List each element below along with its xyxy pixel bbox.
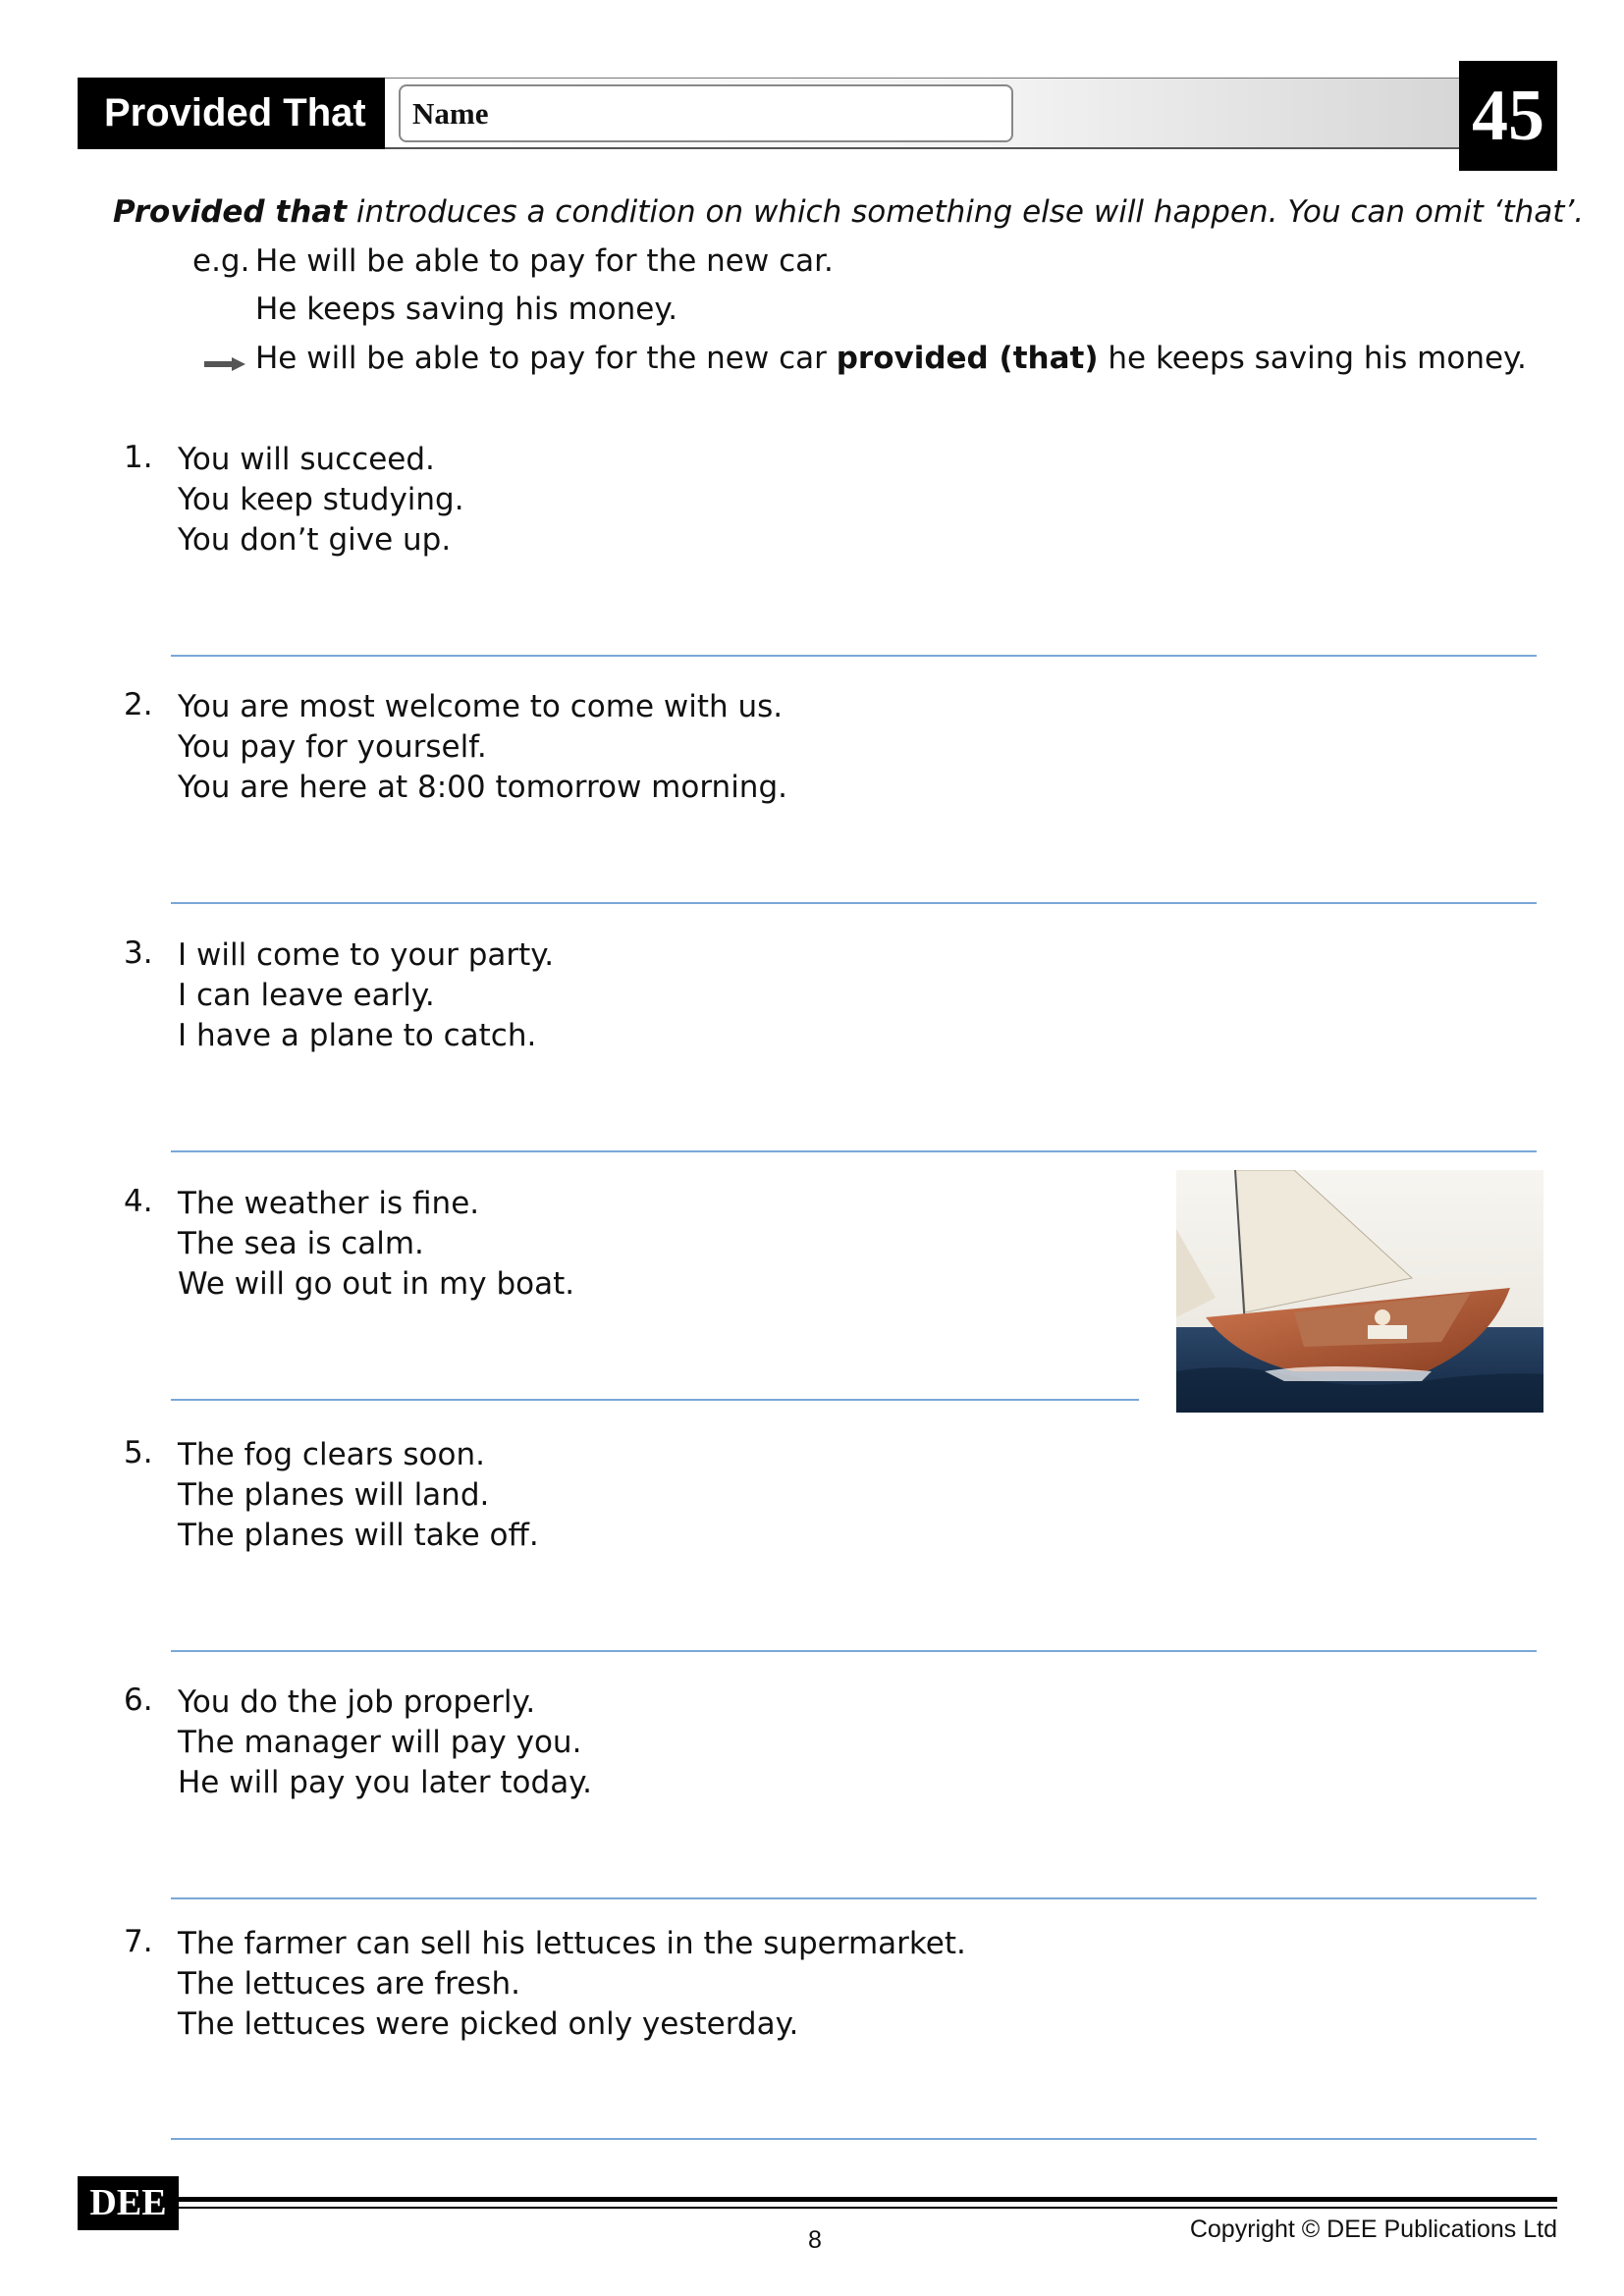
example-sentence-2: He keeps saving his money.: [255, 292, 678, 327]
footer-rule-thin: [179, 2207, 1557, 2209]
example-answer-part1: He will be able to pay for the new car: [255, 341, 837, 376]
item-sentences: [178, 935, 554, 1056]
item-sentence: I can leave early.: [178, 978, 435, 1013]
item-sentences: [178, 1184, 574, 1305]
item-sentence: He will pay you later today.: [178, 1765, 592, 1800]
item-number: 4.: [124, 1184, 153, 1219]
answer-line[interactable]: [171, 1150, 1537, 1152]
answer-line[interactable]: [171, 902, 1537, 904]
item-sentence: The lettuces are fresh.: [178, 1966, 520, 2002]
item-sentence: The weather is fine.: [178, 1186, 480, 1221]
item-sentence: You are most welcome to come with us.: [178, 689, 784, 724]
item-sentence: You don’t give up.: [178, 522, 452, 558]
copyright-notice: Copyright © DEE Publications Ltd: [1189, 2216, 1557, 2243]
item-sentence: The sea is calm.: [178, 1226, 424, 1261]
item-sentence: I will come to your party.: [178, 937, 555, 973]
page-number: 8: [808, 2226, 822, 2254]
item-number: 2.: [124, 687, 153, 722]
item-sentences: [178, 440, 464, 561]
answer-line[interactable]: [171, 1897, 1537, 1899]
example-answer-keyword: provided (that): [836, 341, 1099, 376]
example-combined-sentence: [255, 341, 1527, 376]
item-sentence: The manager will pay you.: [178, 1725, 582, 1760]
arrow-right-icon: [204, 357, 245, 371]
item-sentences: [178, 1682, 592, 1803]
answer-line[interactable]: [171, 655, 1537, 657]
footer-rule-thick: [179, 2197, 1557, 2202]
item-sentence: You will succeed.: [178, 442, 435, 477]
item-number: 7.: [124, 1924, 153, 1959]
item-sentences: [178, 1924, 966, 2045]
answer-line[interactable]: [171, 1399, 1139, 1401]
name-input[interactable]: Name: [399, 84, 1013, 142]
item-number: 3.: [124, 935, 153, 971]
item-sentence: You are here at 8:00 tomorrow morning.: [178, 770, 787, 805]
item-sentence: The planes will take off.: [178, 1518, 539, 1553]
example-label: e.g.: [192, 243, 250, 279]
worksheet-number: 45: [1459, 61, 1557, 171]
item-sentence: You do the job properly.: [178, 1684, 536, 1720]
item-number: 5.: [124, 1435, 153, 1470]
example-answer-part2: he keeps saving his money.: [1098, 341, 1527, 376]
item-sentences: [178, 1435, 539, 1556]
intro-definition: [113, 194, 1584, 230]
item-sentence: You pay for yourself.: [178, 729, 487, 765]
answer-line[interactable]: [171, 2138, 1537, 2140]
worksheet-title: Provided That: [78, 78, 385, 149]
item-number: 1.: [124, 440, 153, 475]
item-sentence: The lettuces were picked only yesterday.: [178, 2006, 799, 2042]
item-sentence: The farmer can sell his lettuces in the supermarket.: [178, 1926, 966, 1961]
publisher-logo: DEE: [78, 2176, 179, 2230]
item-sentence: I have a plane to catch.: [178, 1018, 537, 1053]
item-sentence: We will go out in my boat.: [178, 1266, 575, 1302]
intro-explanation: introduces a condition on which something else will happen. You can omit ‘that’.: [347, 194, 1585, 230]
sailboat-photo: [1176, 1170, 1543, 1413]
item-sentence: The planes will land.: [178, 1477, 490, 1513]
answer-line[interactable]: [171, 1650, 1537, 1652]
item-sentences: [178, 687, 787, 808]
item-sentence: The fog clears soon.: [178, 1437, 485, 1472]
item-sentence: You keep studying.: [178, 482, 464, 517]
item-number: 6.: [124, 1682, 153, 1718]
intro-term: Provided that: [113, 194, 348, 230]
example-sentence-1: He will be able to pay for the new car.: [255, 243, 834, 279]
